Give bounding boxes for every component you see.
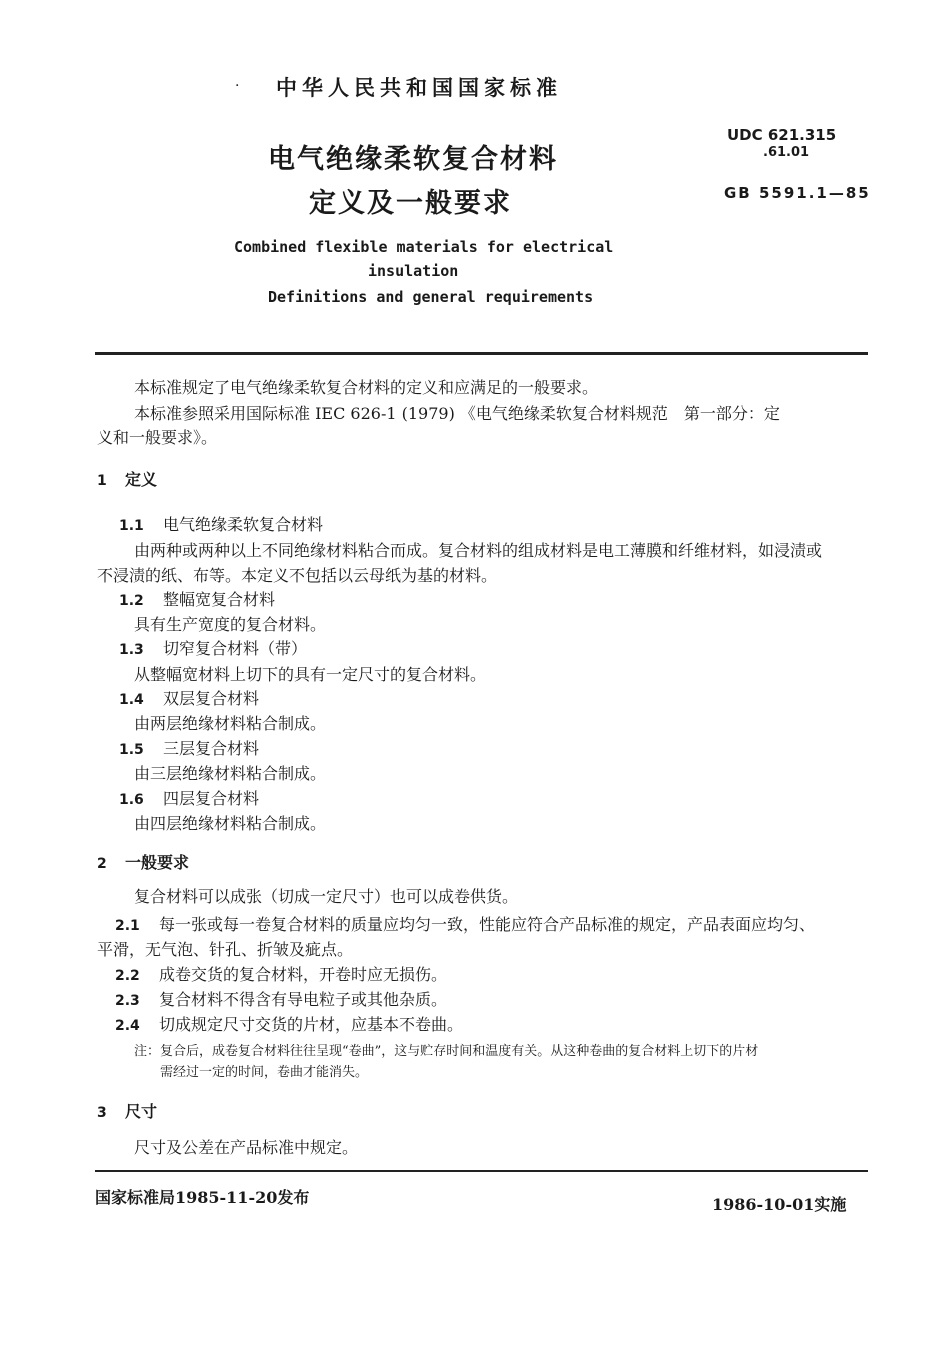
item-number: 1.3 [119, 642, 144, 658]
title-line-1: 电气绝缘柔软复合材料 [268, 144, 558, 175]
section-3-title: 尺寸 [125, 1102, 158, 1121]
section-1-title: 定义 [125, 470, 158, 489]
item-1-1-term [119, 514, 323, 537]
item-text: 成卷交货的复合材料，开卷时应无损伤。 [159, 965, 448, 984]
item-term: 切窄复合材料（带） [163, 639, 308, 658]
effective-date: 1986-10-01实施 [712, 1195, 847, 1214]
item-1-2-term [119, 589, 275, 612]
english-title-line-1: Combined flexible materials for electrical [234, 238, 614, 256]
item-term: 四层复合材料 [163, 789, 260, 808]
item-text: 复合材料不得含有导电粒子或其他杂质。 [159, 990, 448, 1009]
item-1-5-desc: 由三层绝缘材料粘合制成。 [134, 764, 327, 783]
intro-line-2: 本标准参照采用国际标准 IEC 626-1 (1979) 《电气绝缘柔软复合材料规范 第一部分：定 [134, 404, 780, 423]
item-1-3-term [119, 638, 307, 661]
udc-code-line-2: .61.01 [763, 145, 810, 160]
intro-line-3: 义和一般要求》。 [97, 428, 218, 447]
section-3-text: 尺寸及公差在产品标准中规定。 [134, 1138, 359, 1157]
item-1-3-desc: 从整幅宽材料上切下的具有一定尺寸的复合材料。 [134, 665, 487, 684]
item-number: 1.2 [119, 593, 144, 609]
item-term: 三层复合材料 [163, 739, 260, 758]
item-2-4 [115, 1014, 463, 1037]
item-1-6-desc: 由四层绝缘材料粘合制成。 [134, 814, 327, 833]
section-1-number: 1 [97, 473, 107, 489]
item-1-2-desc: 具有生产宽度的复合材料。 [134, 615, 327, 634]
item-term: 整幅宽复合材料 [163, 590, 276, 609]
item-1-1-desc-line-1: 由两种或两种以上不同绝缘材料粘合而成。复合材料的组成材料是电工薄膜和纤维材料，如浸渍或 [134, 541, 823, 560]
item-number: 1.5 [119, 742, 144, 758]
item-2-1-line-2: 平滑，无气泡、针孔、折皱及疵点。 [97, 940, 354, 959]
section-3-number: 3 [97, 1105, 107, 1121]
top-divider [95, 352, 868, 355]
item-1-6-term [119, 788, 259, 811]
header-bullet: · [235, 78, 240, 94]
bottom-divider [95, 1170, 868, 1172]
item-1-4-term [119, 688, 259, 711]
country-standard-heading: 中华人民共和国国家标准 [276, 75, 562, 100]
english-title-line-2: insulation [368, 262, 459, 280]
item-term: 双层复合材料 [163, 689, 260, 708]
udc-code-line-1: UDC 621.315 [727, 126, 837, 144]
issued-date: 国家标准局1985-11-20发布 [95, 1188, 310, 1207]
item-number: 2.4 [115, 1018, 140, 1034]
section-3-heading [97, 1099, 157, 1122]
intro-line-1: 本标准规定了电气绝缘柔软复合材料的定义和应满足的一般要求。 [134, 378, 599, 397]
item-number: 2.1 [115, 918, 140, 934]
item-1-5-term [119, 738, 259, 761]
item-1-1-desc-line-2: 不浸渍的纸、布等。本定义不包括以云母纸为基的材料。 [97, 566, 498, 585]
item-number: 2.3 [115, 993, 140, 1009]
section-1-heading [97, 467, 157, 490]
item-2-2 [115, 964, 447, 987]
note-line-1: 注：复合后，成卷复合材料往往呈现“卷曲”，这与贮存时间和温度有关。从这种卷曲的复合材料上切下的片材 [134, 1044, 759, 1059]
section-2-heading [97, 850, 189, 873]
item-number: 2.2 [115, 968, 140, 984]
item-text: 每一张或每一卷复合材料的质量应均匀一致，性能应符合产品标准的规定，产品表面应均匀、 [159, 915, 816, 934]
section-2-number: 2 [97, 856, 107, 872]
item-number: 1.4 [119, 692, 144, 708]
section-2-intro: 复合材料可以成张（切成一定尺寸）也可以成卷供货。 [134, 887, 519, 906]
note-line-2: 需经过一定的时间，卷曲才能消失。 [160, 1065, 369, 1080]
item-text: 切成规定尺寸交货的片材，应基本不卷曲。 [159, 1015, 464, 1034]
gb-standard-code: GB 5591.1—85 [724, 184, 871, 202]
item-1-4-desc: 由两层绝缘材料粘合制成。 [134, 714, 327, 733]
english-title-line-3: Definitions and general requirements [268, 288, 594, 306]
section-2-title: 一般要求 [125, 853, 190, 872]
item-number: 1.6 [119, 792, 144, 808]
item-2-3 [115, 989, 447, 1012]
item-term: 电气绝缘柔软复合材料 [163, 515, 324, 534]
title-line-2: 定义及一般要求 [309, 188, 512, 219]
item-2-1-line-1 [115, 914, 815, 937]
item-number: 1.1 [119, 518, 144, 534]
